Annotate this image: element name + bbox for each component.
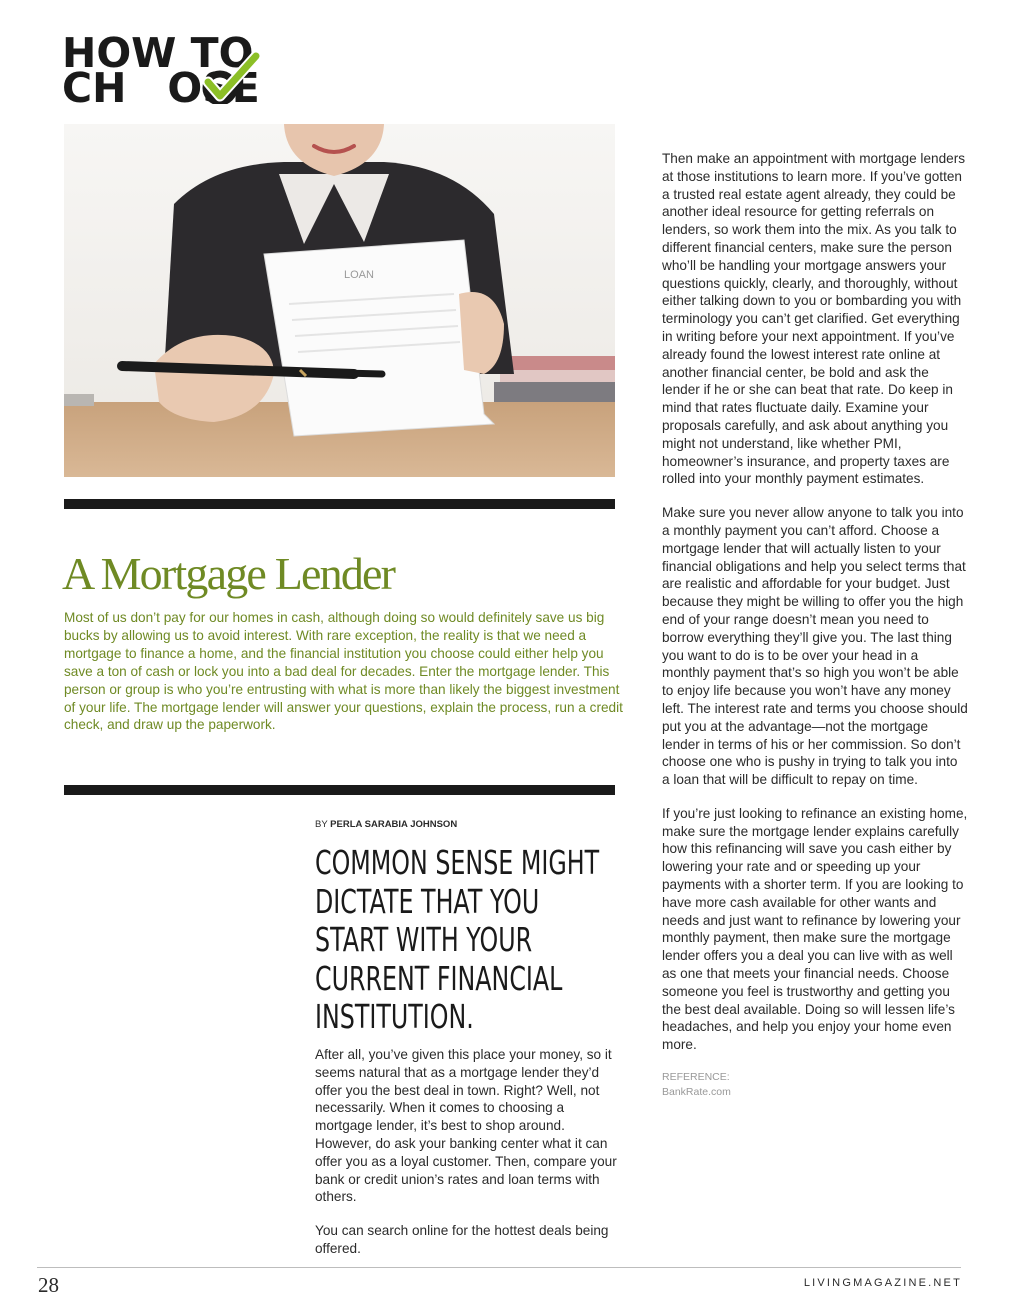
section-rule-top [64,499,615,509]
page-number: 28 [38,1273,59,1297]
byline-prefix: BY [315,819,328,830]
middle-paragraph: You can search online for the hottest deals being offered. [315,1223,609,1256]
check-mark-icon [198,52,264,104]
intro-paragraph: Most of us don’t pay for our homes in cash, although doing so would definitely save us big bucks by allowing us to avoid interest. With rare exception, the reality is that we need a mortgage to finance a home, and the financial institution you choose could either help you save a ton of cash or lock you into a bad deal for decades. Enter the mortgage lender. This person or group is who you’re entrusting with what is more than likely the biggest investment of your life. The mortgage lender will answer your questions, explain the process, run a credit check, and draw up the paperwork. [64,610,623,733]
paper-label: LOAN [344,269,374,281]
headline: A Mortgage Lender [62,548,395,599]
section-rule-bottom [64,785,615,795]
lender-photo [64,124,615,477]
logo-line-2-end: OSE [167,64,260,112]
logo-line-2-start: CH [62,64,127,112]
reference-source: BankRate.com [662,1086,731,1099]
right-paragraph: Make sure you never allow anyone to talk you into a monthly payment you can’t afford. Choose a mortgage lender that will actually listen to your financial obligations and help you select terms that are realistic and affordable for your budget. Just because they might be willing to offer you the high end of your range doesn’t mean you need to borrow everything they’ll give you. The last thing you want to do is to be over your head in a monthly payment that’s so high you won’t be able to enjoy life because you won’t have any money left. The interest rate and terms you choose should put you at the advantage—not the mortgage lender in terms of his or her commission. So don’t choose one who is pushy in trying to talk you into a loan that will be difficult to repay on time. [662,505,968,788]
byline-author: PERLA SARABIA JOHNSON [330,819,458,830]
pull-quote [315,844,617,1037]
right-paragraph: Then make an appointment with mortgage lenders at those institutions to learn more. If you’ve gotten a trusted real estate agent already, they could be another ideal resource for getting referrals on lenders, so work them into the mix. As you talk to different financial centers, make sure the person who’ll be handling your mortgage answers your questions quickly, clearly, and thoroughly, without either talking down to you or bombarding you with terminology you can’t get clarified. Get everything in writing before your next appointment. If you’ve already found the lowest interest rate online at another financial center, be bold and ask the lender if he or she can beat that rate. Do keep in mind that rates fluctuate daily. Examine your proposals carefully, and ask about anything you might not understand, like whether PMI, homeowner’s insurance, and property taxes are rolled into your monthly payment estimates. [662,151,966,487]
right-column [662,150,968,1100]
reference [662,1070,968,1100]
lender-illustration [64,124,615,477]
middle-paragraph: After all, you’ve given this place your money, so it seems natural that as a mortgage lender they’d offer you the best deal in town. Right? Well, not necessarily. When it comes to choosing a mortgage lender, it’s best to shop around. However, do ask your banking center what it can offer you as a loyal customer. Then, compare your bank or credit union’s rates and loan terms with others. [315,1047,617,1205]
reference-label: REFERENCE: [662,1071,730,1084]
middle-column [315,1046,617,1274]
byline [315,819,457,830]
logo-line-1: HOW TO [62,29,254,77]
footer-rule [37,1267,961,1268]
right-paragraph: If you’re just looking to refinance an existing home, make sure the mortgage lender explains carefully how this refinancing will save you cash either by lowering your rate and or speeding up your payments with a shorter term. If you are looking to have more cash available for other wants and needs and just want to refinance by lowering your monthly payment, then make sure the mortgage lender offers you a deal you can live with as well as one that meets your financial needs. Choose someone you feel is trustworthy and getting you the best deal available. Doing so will lessen life’s headaches, and help you enjoy your home even more. [662,805,968,1053]
pull-quote-text: COMMON SENSE MIGHT DICTATE THAT YOU START WITH YOUR CURRENT FINANCIAL INSTITUTION. [315,843,600,1036]
site-url: LIVINGMAGAZINE.NET [803,1277,962,1289]
how-to-choose-logo [62,29,260,112]
